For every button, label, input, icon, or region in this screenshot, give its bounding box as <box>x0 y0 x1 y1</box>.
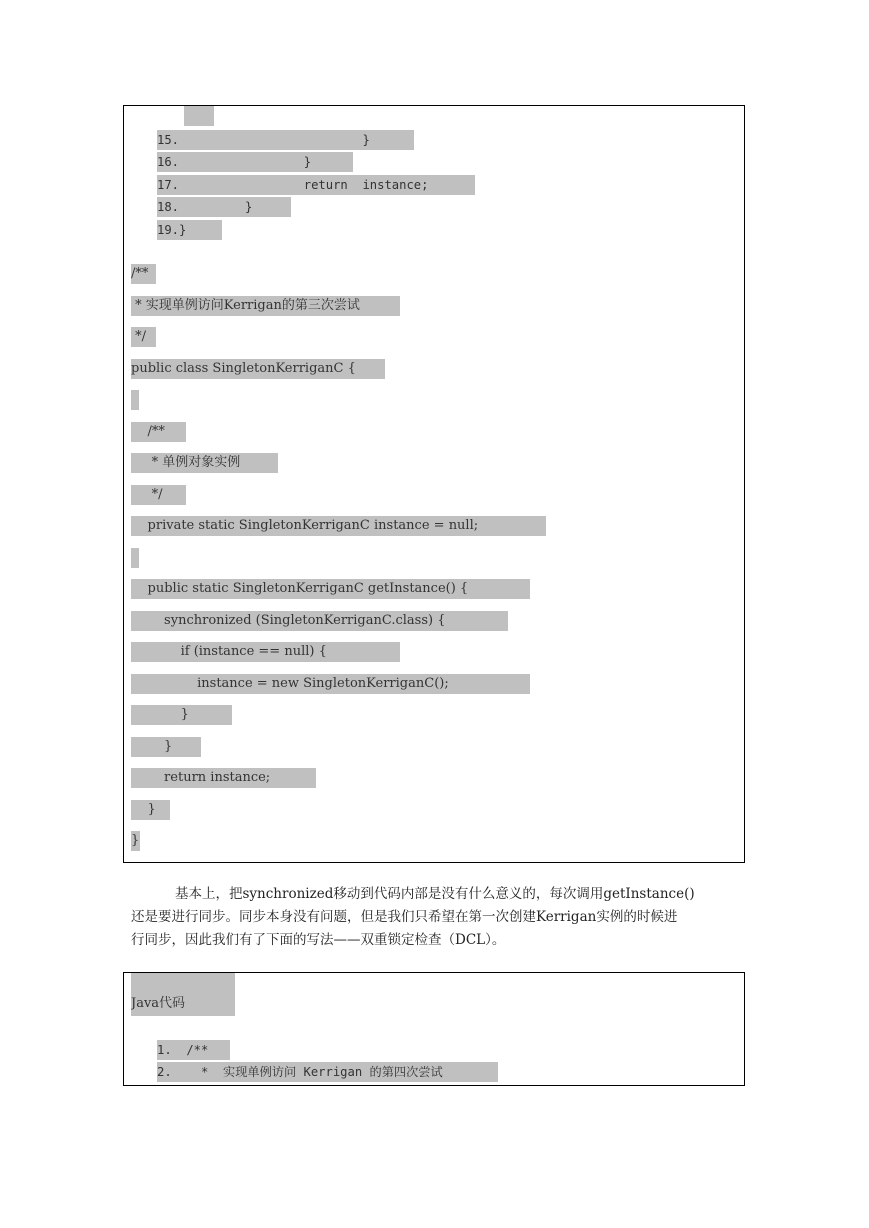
code-box-2 <box>123 972 745 1086</box>
paragraph-line-1: 基本上，把synchronized移动到代码内部是没有什么意义的，每次调用getInstance() <box>175 886 695 902</box>
code-field-declaration: private static SingletonKerriganC instance = null; <box>131 516 546 536</box>
code-synchronized-close: } <box>131 737 201 757</box>
code-if-close: } <box>131 705 232 725</box>
code-blank-line <box>131 548 139 568</box>
code-return-line: return instance; <box>131 768 316 788</box>
code-line-fragment <box>184 106 214 126</box>
code-class-declaration: public class SingletonKerriganC { <box>131 359 385 379</box>
code-line-16: 16. } <box>157 152 353 172</box>
code-field-comment-open: /** <box>131 422 186 442</box>
code-header-label: Java代码 <box>131 996 186 1011</box>
code-line-18: 18. } <box>157 197 291 217</box>
code-method-declaration: public static SingletonKerriganC getInstance() { <box>131 579 530 599</box>
code-line-19: 19.} <box>157 220 222 240</box>
code-comment-open: /** <box>131 264 156 284</box>
code-box-1 <box>123 105 745 863</box>
code-header-java <box>131 973 235 1016</box>
code-if-line: if (instance == null) { <box>131 642 400 662</box>
paragraph-line-3: 行同步，因此我们有了下面的写法——双重锁定检查（DCL）。 <box>131 932 506 948</box>
code-instance-assign-line: instance = new SingletonKerriganC(); <box>131 674 530 694</box>
code-blank-line <box>131 390 139 410</box>
code-comment-close: */ <box>131 327 156 347</box>
code-field-comment-close: */ <box>131 485 186 505</box>
code-line-17: 17. return instance; <box>157 175 475 195</box>
code-synchronized-line: synchronized (SingletonKerriganC.class) { <box>131 611 508 631</box>
code-class-close: } <box>131 831 140 851</box>
code-method-close: } <box>131 800 170 820</box>
code-line-1: 1. /** <box>157 1040 230 1060</box>
code-line-2: 2. * 实现单例访问 Kerrigan 的第四次尝试 <box>157 1062 498 1082</box>
code-line-15: 15. } <box>157 130 414 150</box>
code-field-comment-text: * 单例对象实例 <box>131 453 278 473</box>
paragraph-line-2: 还是要进行同步。同步本身没有问题，但是我们只希望在第一次创建Kerrigan实例的时候进 <box>131 909 678 925</box>
code-comment-text: * 实现单例访问Kerrigan的第三次尝试 <box>131 296 400 316</box>
